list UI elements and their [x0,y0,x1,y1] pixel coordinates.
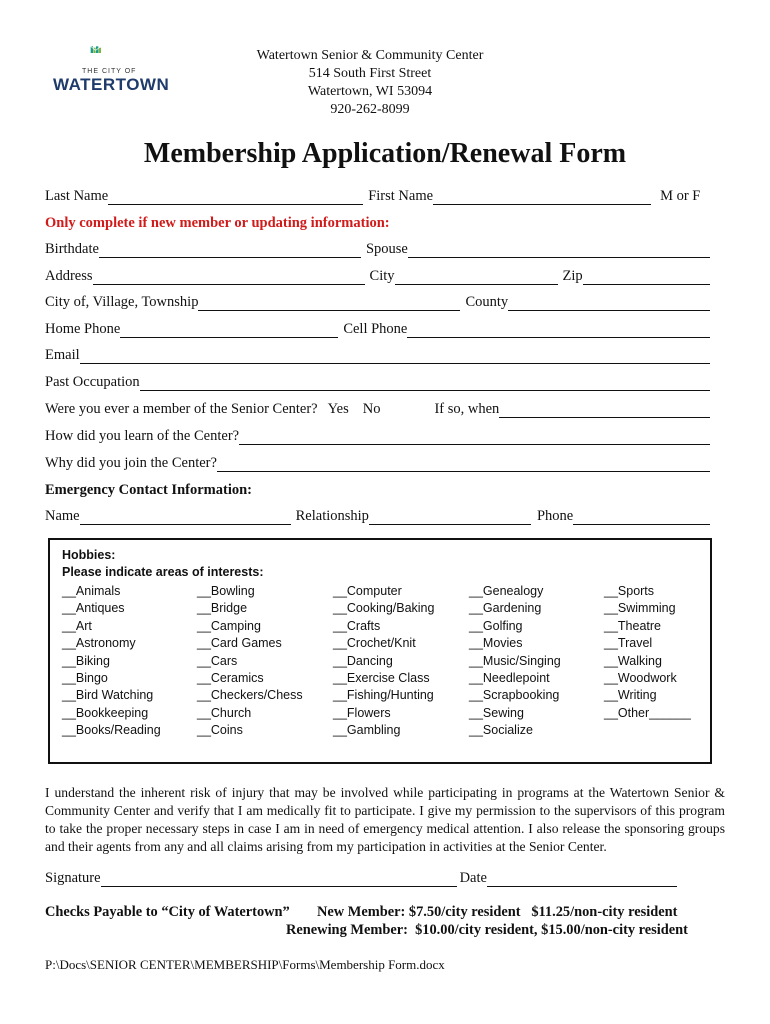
member-no-option[interactable]: No [362,401,381,417]
date-field[interactable] [487,872,677,887]
last-name-label: Last Name [45,188,109,204]
hobby-option[interactable]: __Movies [469,636,523,651]
ec-phone-label: Phone [536,508,574,524]
hobby-option[interactable]: __Dancing [333,653,393,668]
emergency-row [45,505,710,525]
member-yes-option[interactable]: Yes [327,401,349,417]
hobbies-column-5 [604,583,691,722]
why-join-label: Why did you join the Center? [45,455,217,471]
ec-relationship-field[interactable] [369,510,531,525]
hobby-option[interactable]: __Bird Watching [62,688,154,703]
hobby-option[interactable]: __Camping [197,618,261,633]
home-phone-field[interactable] [120,323,338,338]
file-path: P:\Docs\SENIOR CENTER\MEMBERSHIP\Forms\Membership Form.docx [45,957,445,972]
hobbies-column-1 [62,583,161,740]
hobby-option[interactable]: __Other______ [604,705,691,720]
hobby-option[interactable]: __Writing [604,688,657,703]
ec-phone-field[interactable] [573,510,710,525]
emergency-heading: Emergency Contact Information: [45,482,252,498]
hobby-option[interactable]: __Antiques [62,601,125,616]
occupation-row [45,371,710,391]
why-join-field[interactable] [217,457,710,472]
hobby-option[interactable]: __Fishing/Hunting [333,688,434,703]
member-question-label: Were you ever a member of the Senior Center? [45,401,318,417]
hobbies-column-2 [197,583,303,740]
city-field[interactable] [395,270,558,285]
hobby-option[interactable]: __Checkers/Chess [197,688,303,703]
learn-row [45,425,710,445]
name-row [45,185,710,205]
home-phone-label: Home Phone [45,321,121,337]
municipality-field[interactable] [198,296,460,311]
hobbies-title: Hobbies: [62,548,116,562]
hobby-option[interactable]: __Swimming [604,601,676,616]
hobby-option[interactable]: __Gambling [333,723,401,738]
signature-field[interactable] [101,872,457,887]
spouse-label: Spouse [365,241,408,257]
hobby-option[interactable]: __Crafts [333,618,381,633]
hobby-option[interactable]: __Music/Singing [469,653,561,668]
city-label: City [369,268,395,284]
hobby-option[interactable]: __Walking [604,653,662,668]
hobby-option[interactable]: __Astronomy [62,636,136,651]
hobby-option[interactable]: __Cars [197,653,238,668]
hobby-option[interactable]: __Art [62,618,92,633]
email-row [45,344,710,364]
hobby-option[interactable]: __Bowling [197,584,255,598]
hobby-option[interactable]: __Flowers [333,705,391,720]
zip-label: Zip [562,268,583,284]
hobby-option[interactable]: __Computer [333,584,402,598]
hobby-option[interactable]: __Cooking/Baking [333,601,435,616]
birthdate-label: Birthdate [45,241,99,257]
hobby-option[interactable]: __Bingo [62,671,108,686]
org-name: Watertown Senior & Community Center [256,48,484,63]
hobby-option[interactable]: __Coins [197,723,243,738]
last-name-field[interactable] [108,190,363,205]
hobby-option[interactable]: __Travel [604,636,653,651]
hobby-option[interactable]: __Sports [604,584,655,598]
logo-wordmark: WATERTOWN [53,75,170,94]
member-history-row [45,398,710,418]
hobby-option[interactable]: __Bridge [197,601,248,616]
signature-label: Signature [45,870,101,886]
org-city-state: Watertown, WI 53094 [307,84,433,99]
hobby-option[interactable]: __Exercise Class [333,671,430,686]
hobby-option[interactable]: __Ceramics [197,671,264,686]
hobby-option[interactable]: __Sewing [469,705,524,720]
email-label: Email [45,347,80,363]
hobbies-box [48,538,712,764]
phone-row [45,318,710,338]
join-row [45,452,710,472]
hobby-option[interactable]: __Bookkeeping [62,705,149,720]
hobby-option[interactable]: __Books/Reading [62,723,161,738]
hobby-option[interactable]: __Needlepoint [469,671,550,686]
hobby-option[interactable]: __Scrapbooking [469,688,560,703]
county-field[interactable] [508,296,710,311]
past-occupation-field[interactable] [140,376,710,391]
if-so-when-label: If so, when [434,401,500,417]
signature-row [45,867,677,887]
hobbies-subtitle: Please indicate areas of interests: [62,565,264,579]
hobby-option[interactable]: __Golfing [469,618,523,633]
ec-relationship-label: Relationship [295,508,369,524]
hobby-option[interactable]: __Church [197,705,252,720]
spouse-field[interactable] [408,243,710,258]
hobby-option[interactable]: __Woodwork [604,671,677,686]
county-label: County [465,294,509,310]
hobbies-column-3 [333,583,434,740]
form-title: Membership Application/Renewal Form [143,138,627,169]
zip-field[interactable] [583,270,710,285]
municipality-label: City of, Village, Township [45,294,199,310]
ec-name-label: Name [45,508,80,524]
hobby-option[interactable]: __Genealogy [469,584,544,598]
first-name-label: First Name [368,188,434,204]
hobby-option[interactable]: __Gardening [469,601,542,616]
hobby-option[interactable]: __Crochet/Knit [333,636,416,651]
email-field[interactable] [80,349,710,364]
address-field[interactable] [93,270,365,285]
hobby-option[interactable]: __Animals [62,584,121,598]
address-row [45,265,710,285]
org-street: 514 South First Street [308,66,432,81]
address-label: Address [45,268,93,284]
ec-name-field[interactable] [80,510,291,525]
hobbies-column-4 [469,583,561,740]
municipality-row [45,291,710,311]
hobby-option[interactable]: __Card Games [197,636,282,651]
past-occupation-label: Past Occupation [45,374,140,390]
org-phone: 920-262-8099 [330,102,410,117]
birthdate-field[interactable] [99,243,361,258]
hobby-option[interactable]: __Biking [62,653,110,668]
date-label: Date [459,870,487,886]
new-member-fee: New Member: $7.50/city resident $11.25/non-city resident [317,904,678,920]
first-name-field[interactable] [433,190,651,205]
if-so-when-field[interactable] [499,403,710,418]
hobby-option[interactable]: __Theatre [604,618,661,633]
logo-small-text: THE CITY OF [82,68,137,75]
update-notice: Only complete if new member or updating information: [45,215,390,231]
renewing-member-fee: Renewing Member: $10.00/city resident, $15.00/non-city resident [286,922,688,938]
cell-phone-field[interactable] [407,323,710,338]
checks-payable: Checks Payable to “City of Watertown” [45,904,290,920]
hobby-option[interactable]: __Socialize [469,723,533,738]
birthdate-row [45,238,710,258]
how-learn-label: How did you learn of the Center? [45,428,240,444]
waiver-paragraph: I understand the inherent risk of injury that may be involved while participating in programs at the Watertown Senior & Community Center and verify that I am medically fit to participate. I give my permission to the supervisors of this program to take the proper necessary steps in case I am in need of emergency medical attention. I also release the sponsoring groups and their agents from any and all claims arising from my participation in activities at the Senior Center. [45,785,725,854]
gender-option[interactable]: M or F [660,188,701,204]
cell-phone-label: Cell Phone [343,321,408,337]
how-learn-field[interactable] [239,430,710,445]
